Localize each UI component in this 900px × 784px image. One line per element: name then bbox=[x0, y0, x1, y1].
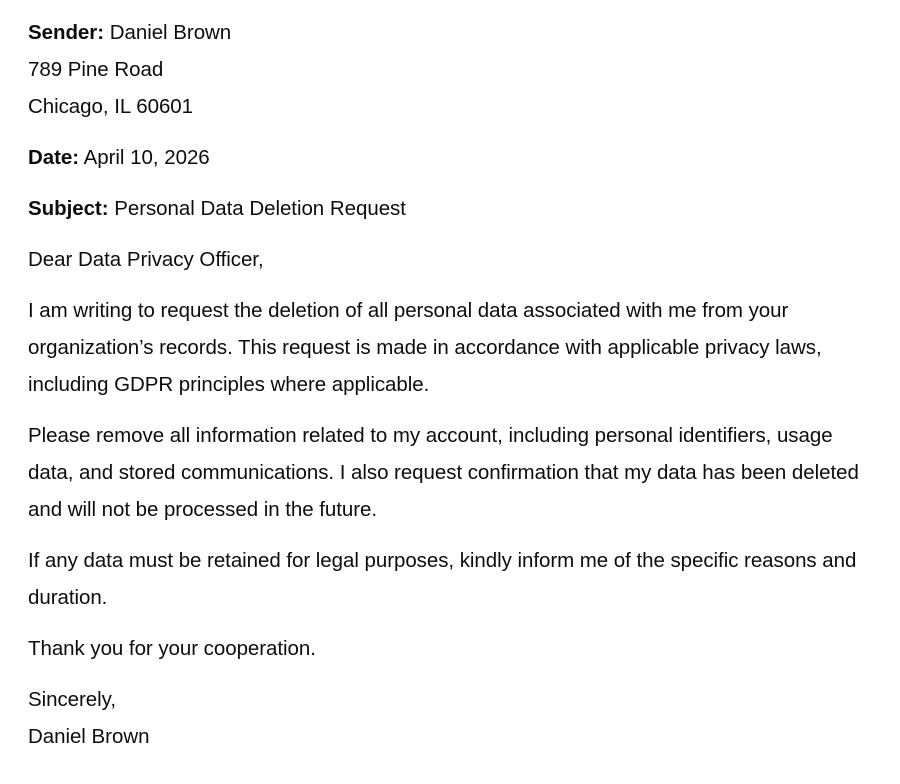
subject-block bbox=[28, 190, 878, 227]
subject-label: Subject: bbox=[28, 197, 109, 220]
paragraph-text: Thank you for your cooperation. bbox=[28, 637, 316, 660]
sender-city-state-zip: Chicago, IL 60601 bbox=[28, 95, 193, 118]
closing-block bbox=[28, 681, 878, 755]
sender-block bbox=[28, 14, 878, 125]
date-line bbox=[28, 139, 878, 176]
body-paragraph-1 bbox=[28, 292, 878, 403]
signature-name: Daniel Brown bbox=[28, 725, 150, 748]
valediction: Sincerely, bbox=[28, 688, 116, 711]
paragraph-text: If any data must be retained for legal purposes, kindly inform me of the specific reasons and duration. bbox=[28, 549, 857, 609]
paragraph-text: I am writing to request the deletion of all personal data associated with me from your organization’s records. This request is made in accordance with applicable privacy laws, including GDPR principles where applicable. bbox=[28, 299, 822, 396]
sender-label: Sender: bbox=[28, 21, 104, 44]
subject-value: Personal Data Deletion Request bbox=[114, 197, 406, 220]
salutation: Dear Data Privacy Officer, bbox=[28, 248, 264, 271]
body-paragraph-4 bbox=[28, 630, 878, 667]
salutation-block bbox=[28, 241, 878, 278]
paragraph-text: Please remove all information related to my account, including personal identifiers, usage data, and stored communications. I also request confirmation that my data has been deleted and will not be processed in the future. bbox=[28, 424, 859, 521]
sender-line bbox=[28, 14, 878, 51]
sender-street: 789 Pine Road bbox=[28, 58, 164, 81]
date-label: Date: bbox=[28, 146, 80, 169]
sender-name: Daniel Brown bbox=[109, 21, 232, 44]
body-paragraph-3 bbox=[28, 542, 878, 616]
date-block bbox=[28, 139, 878, 176]
subject-line bbox=[28, 190, 878, 227]
date-value: April 10, 2026 bbox=[83, 146, 210, 169]
body-paragraph-2 bbox=[28, 417, 878, 528]
